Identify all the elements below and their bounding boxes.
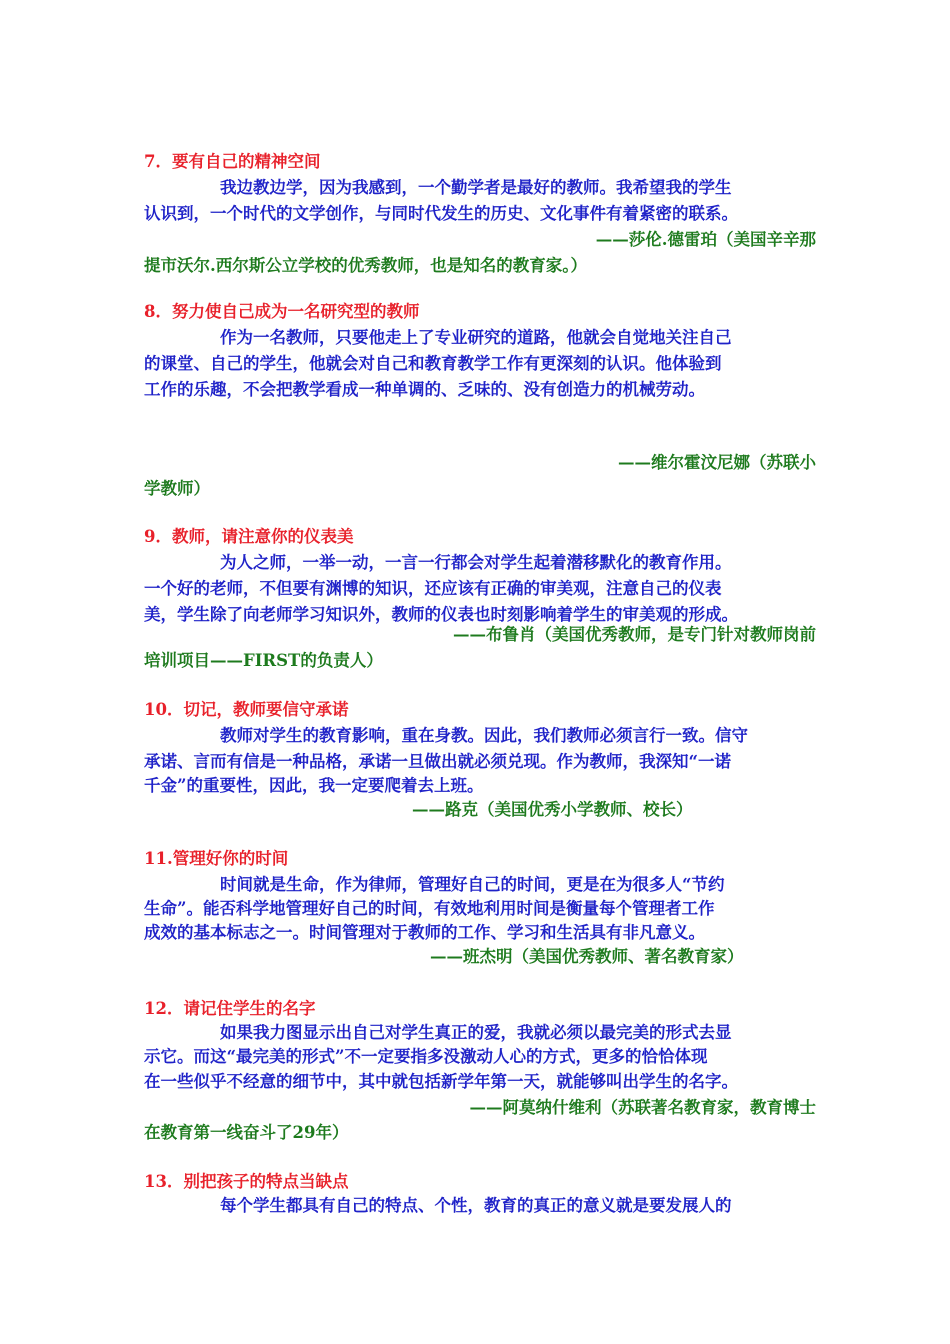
section-heading: 8．努力使自己成为一名研究型的教师 xyxy=(144,302,420,321)
body-line: 教师对学生的教育影响，重在身教。因此，我们教师必须言行一致。信守 xyxy=(220,726,748,745)
body-line: 如果我力图显示出自己对学生真正的爱，我就必须以最完美的形式去显 xyxy=(220,1023,732,1042)
body-line: 承诺、言而有信是一种品格，承诺一旦做出就必须兑现。作为教师，我深知“一诺 xyxy=(144,752,731,771)
section-heading: 12．请记住学生的名字 xyxy=(144,999,316,1018)
body-line: 示它。而这“最完美的形式”不一定要指多没激动人心的方式，更多的恰恰体现 xyxy=(144,1047,708,1066)
body-line: 成效的基本标志之一。时间管理对于教师的工作、学习和生活具有非凡意义。 xyxy=(144,923,705,942)
section-heading: 9．教师，请注意你的仪表美 xyxy=(144,527,354,546)
attribution-line: 在教育第一线奋斗了29年） xyxy=(144,1123,349,1142)
body-line: 千金”的重要性，因此，我一定要爬着去上班。 xyxy=(144,776,484,795)
section-heading: 7．要有自己的精神空间 xyxy=(144,152,321,171)
attribution-line: ——布鲁肖（美国优秀教师，是专门针对教师岗前 xyxy=(453,625,816,644)
section-heading: 13．别把孩子的特点当缺点 xyxy=(144,1172,349,1191)
attribution-line: ——班杰明（美国优秀教师、著名教育家） xyxy=(430,947,744,966)
body-line: 作为一名教师，只要他走上了专业研究的道路，他就会自觉地关注自己 xyxy=(220,328,732,347)
attribution-line: ——莎伦.德雷珀（美国辛辛那 xyxy=(595,230,816,249)
body-line: 美，学生除了向老师学习知识外，教师的仪表也时刻影响着学生的审美观的形成。 xyxy=(144,605,738,624)
body-line: 的课堂、自己的学生，他就会对自己和教育教学工作有更深刻的认识。他体验到 xyxy=(144,354,722,373)
attribution-line: 提市沃尔.西尔斯公立学校的优秀教师，也是知名的教育家。） xyxy=(144,256,587,275)
body-line: 工作的乐趣，不会把教学看成一种单调的、乏味的、没有创造力的机械劳动。 xyxy=(144,380,705,399)
body-line: 生命”。能否科学地管理好自己的时间，有效地利用时间是衡量每个管理者工作 xyxy=(144,899,715,918)
body-line: 一个好的老师，不但要有渊博的知识，还应该有正确的审美观，注意自己的仪表 xyxy=(144,579,722,598)
body-line: 认识到，一个时代的文学创作，与同时代发生的历史、文化事件有着紧密的联系。 xyxy=(144,204,738,223)
attribution-line: ——路克（美国优秀小学教师、校长） xyxy=(412,800,693,819)
body-line: 在一些似乎不经意的细节中，其中就包括新学年第一天，就能够叫出学生的名字。 xyxy=(144,1072,738,1091)
body-line: 我边教边学，因为我感到，一个勤学者是最好的教师。我希望我的学生 xyxy=(220,178,732,197)
body-line: 为人之师，一举一动，一言一行都会对学生起着潜移默化的教育作用。 xyxy=(220,553,732,572)
attribution-line: ——维尔霍汶尼娜（苏联小 xyxy=(618,453,816,472)
attribution-line: 培训项目——FIRST的负责人） xyxy=(144,651,383,670)
attribution-line: ——阿莫纳什维利（苏联著名教育家，教育博士 xyxy=(469,1098,816,1117)
attribution-line: 学教师） xyxy=(144,479,210,498)
section-heading: 10．切记，教师要信守承诺 xyxy=(144,700,349,719)
body-line: 每个学生都具有自己的特点、个性，教育的真正的意义就是要发展人的 xyxy=(220,1196,732,1215)
section-heading: 11.管理好你的时间 xyxy=(144,849,289,868)
body-line: 时间就是生命，作为律师，管理好自己的时间，更是在为很多人“节约 xyxy=(220,875,725,894)
